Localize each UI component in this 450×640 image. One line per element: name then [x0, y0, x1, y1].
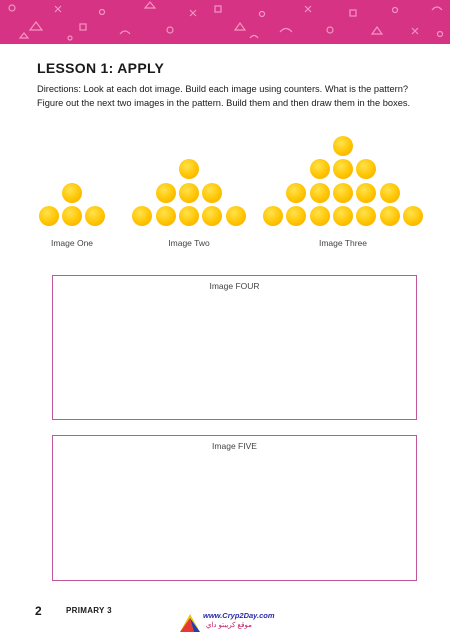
counter-dot — [226, 206, 246, 226]
logo-arabic: موقع كريبتو داي — [206, 622, 252, 629]
lesson-title: LESSON 1: APPLY — [37, 60, 165, 76]
image-three-label: Image Three — [318, 238, 368, 248]
counter-dot — [263, 206, 283, 226]
image-five-box[interactable] — [52, 435, 417, 581]
counter-dot — [380, 206, 400, 226]
counter-dot — [62, 183, 82, 203]
counter-dot — [39, 206, 59, 226]
image-four-box[interactable] — [52, 275, 417, 420]
counter-dot — [202, 206, 222, 226]
image-two-label: Image Two — [168, 238, 210, 248]
header-banner — [0, 0, 450, 44]
counter-dot — [403, 206, 423, 226]
page-number: 2 — [35, 604, 42, 618]
counter-dot — [310, 183, 330, 203]
counter-dot — [202, 183, 222, 203]
image-one-label: Image One — [50, 238, 94, 248]
counter-dot — [333, 206, 353, 226]
counter-dot — [333, 136, 353, 156]
counter-dot — [62, 206, 82, 226]
counter-dot — [333, 159, 353, 179]
counter-dot — [380, 183, 400, 203]
counter-dot — [356, 206, 376, 226]
directions-text: Directions: Look at each dot image. Build each image using counters. What is the pattern? Figure out the next two images in the pattern. Build them and then draw them in the boxes. — [37, 84, 411, 108]
counter-dot — [179, 183, 199, 203]
counter-dot — [310, 206, 330, 226]
banner-pattern — [0, 0, 450, 44]
counter-dot — [179, 159, 199, 179]
counter-dot — [156, 183, 176, 203]
image-four-label: Image FOUR — [209, 281, 260, 291]
counter-dot — [286, 206, 306, 226]
counter-dot — [333, 183, 353, 203]
logo-icon — [178, 612, 202, 634]
site-logo — [178, 611, 273, 635]
counter-dot — [310, 159, 330, 179]
counter-dot — [132, 206, 152, 226]
counter-dot — [356, 159, 376, 179]
counter-dot — [85, 206, 105, 226]
image-five-label: Image FIVE — [212, 441, 257, 451]
logo-url: www.Cryp2Day.com — [203, 611, 275, 620]
counter-dot — [286, 183, 306, 203]
grade-label: PRIMARY 3 — [66, 606, 112, 615]
counter-dot — [356, 183, 376, 203]
counter-dot — [156, 206, 176, 226]
counter-dot — [179, 206, 199, 226]
